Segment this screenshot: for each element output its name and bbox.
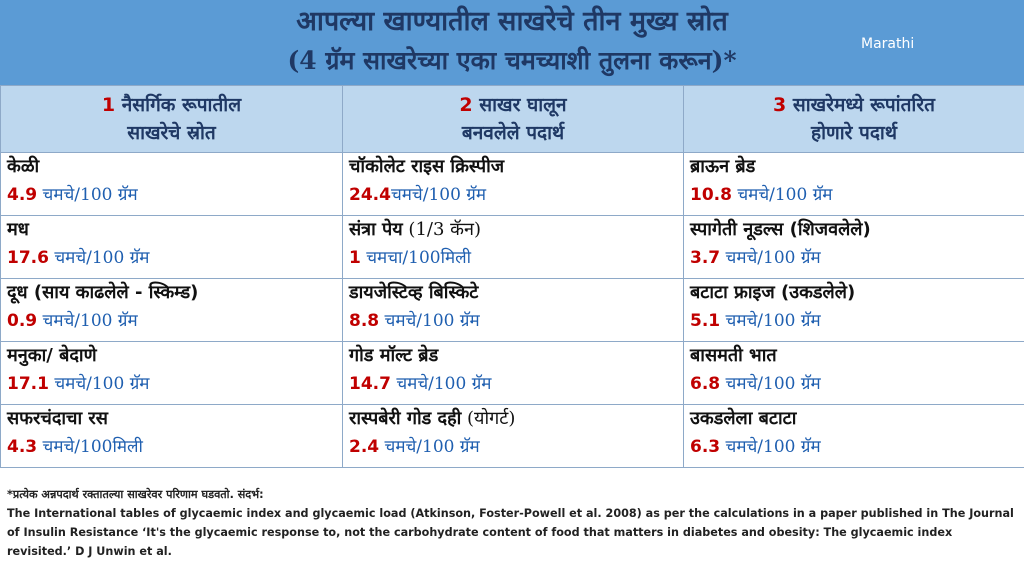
portion-unit: 100 ग्रॅम (422, 311, 480, 331)
sugar-amount (690, 244, 1018, 272)
food-note: (1/3 कॅन) (402, 219, 481, 240)
sugar-amount (7, 433, 336, 461)
food-name-text: ब्राऊन ब्रेड (690, 156, 756, 177)
sugar-amount (349, 433, 677, 461)
portion-unit: 100 ग्रॅम (91, 248, 150, 268)
food-cell (684, 405, 1024, 468)
portion-unit: 100 ग्रॅम (80, 185, 138, 205)
food-cell (343, 342, 684, 405)
sugar-amount (7, 181, 336, 209)
food-name (349, 279, 677, 307)
footnote-reference: The International tables of glycaemic index and glycaemic load (Atkinson, Foster-Powell et al. 2008) as per the calculations in a paper published in The Journal of Insulin Resistance ‘It's the glycaemic response to, not the carbohydrate content of food that matters in diabetes and obesity: The glycaemic index revisited.’ D J Unwin et al. (7, 507, 1014, 558)
column-title-line1: साखरेमध्ये रूपांतरित (792, 94, 935, 116)
food-name (7, 216, 336, 244)
food-name (690, 216, 1018, 244)
portion-unit: 100 ग्रॅम (763, 374, 821, 394)
teaspoon-value: 2.4 (349, 437, 380, 457)
food-name-text: मनुका/ बेदाणे (7, 345, 97, 366)
column-title-line2: साखरेचे स्रोत (127, 122, 216, 144)
food-cell (343, 405, 684, 468)
teaspoon-unit: चमचे/ (390, 374, 434, 394)
food-cell (343, 153, 684, 216)
sugar-amount (349, 244, 677, 272)
food-name-text: सफरचंदाचा रस (7, 408, 108, 429)
column-title-line2: होणारे पदार्थ (811, 122, 897, 144)
teaspoon-value: 5.1 (690, 311, 721, 331)
food-name-text: स्पागेती नूडल्स (शिजवलेले) (690, 219, 871, 240)
column-number: 3 (773, 94, 787, 116)
column-header (1, 86, 343, 153)
portion-unit: 100 ग्रॅम (91, 374, 150, 394)
food-name (7, 405, 336, 433)
teaspoon-unit: चमचे/ (720, 374, 764, 394)
sugar-amount (690, 370, 1018, 398)
portion-unit: 100 ग्रॅम (433, 374, 492, 394)
food-name-text: डायजेस्टिव्ह बिस्किटे (349, 282, 479, 303)
teaspoon-unit: चमचे/ (48, 248, 92, 268)
sugar-amount (7, 307, 336, 335)
column-number: 2 (459, 94, 473, 116)
table-row (1, 405, 1024, 468)
sugar-amount (349, 307, 677, 335)
food-cell (1, 153, 343, 216)
teaspoon-unit: चमचे/ (720, 437, 764, 457)
food-name (349, 342, 677, 370)
food-cell (684, 216, 1024, 279)
teaspoon-value: 4.9 (7, 185, 38, 205)
teaspoon-unit: चमचे/ (379, 437, 423, 457)
page-subtitle: (4 ग्रॅम साखरेच्या एका चमच्याशी तुलना करून)* (287, 46, 737, 75)
teaspoon-value: 24.4 (349, 185, 391, 205)
teaspoon-value: 3.7 (690, 248, 721, 268)
page-title: आपल्या खाण्यातील साखरेचे तीन मुख्य स्रोत (296, 6, 728, 37)
food-name (690, 342, 1018, 370)
table-row (1, 216, 1024, 279)
food-name (7, 342, 336, 370)
sugar-amount (349, 370, 677, 398)
teaspoon-value: 6.8 (690, 374, 721, 394)
footnote (7, 485, 1017, 561)
food-cell (1, 216, 343, 279)
food-name (7, 153, 336, 181)
teaspoon-value: 14.7 (349, 374, 391, 394)
food-cell (1, 342, 343, 405)
food-cell (343, 216, 684, 279)
table-row (1, 342, 1024, 405)
portion-unit: 100 ग्रॅम (428, 185, 487, 205)
food-name-text: उकडलेला बटाटा (690, 408, 797, 429)
food-name-text: मध (7, 219, 29, 240)
food-cell (684, 153, 1024, 216)
teaspoon-unit: चमचे/ (720, 248, 764, 268)
table-row (1, 279, 1024, 342)
column-number: 1 (101, 94, 116, 116)
food-cell (1, 405, 343, 468)
food-name (690, 153, 1018, 181)
sugar-amount (690, 307, 1018, 335)
sugar-amount (349, 181, 677, 209)
food-name-text: गोड मॉल्ट ब्रेड (349, 345, 439, 366)
portion-unit: 100 ग्रॅम (763, 311, 821, 331)
teaspoon-unit: चमचे/ (37, 311, 81, 331)
teaspoon-unit: चमचे/ (37, 437, 81, 457)
food-name (690, 405, 1018, 433)
sugar-amount (690, 433, 1018, 461)
food-cell (1, 279, 343, 342)
teaspoon-unit: चमचे/ (731, 185, 775, 205)
teaspoon-value: 10.8 (690, 185, 732, 205)
teaspoon-value: 1 (349, 248, 361, 268)
teaspoon-unit: चमचे/ (379, 311, 423, 331)
teaspoon-value: 17.1 (7, 374, 49, 394)
teaspoon-value: 4.3 (7, 437, 38, 457)
portion-unit: 100 ग्रॅम (763, 248, 821, 268)
food-name-text: बासमती भात (690, 345, 777, 366)
portion-unit: 100 ग्रॅम (422, 437, 480, 457)
food-name (349, 153, 677, 181)
teaspoon-unit: चमचा/ (360, 248, 409, 268)
portion-unit: 100मिली (80, 437, 143, 457)
portion-unit: 100 ग्रॅम (763, 437, 821, 457)
food-name-text: चॉकोलेट राइस क्रिस्पीज (349, 156, 505, 177)
food-note: (योगर्ट) (461, 408, 516, 429)
sugar-amount (7, 370, 336, 398)
sugar-amount (690, 181, 1018, 209)
table-row (1, 153, 1024, 216)
title-banner (0, 0, 1024, 85)
portion-unit: 100 ग्रॅम (80, 311, 138, 331)
food-name (690, 279, 1018, 307)
portion-unit: 100मिली (408, 248, 472, 268)
food-name-text: संत्रा पेय (349, 219, 403, 240)
teaspoon-unit: चमचे/ (720, 311, 764, 331)
column-title-line1: साखर घालून (479, 94, 567, 116)
teaspoon-value: 8.8 (349, 311, 380, 331)
food-name (349, 216, 677, 244)
food-name-text: दूध (साय काढलेले - स्किम्ड) (7, 282, 199, 303)
footnote-note: *प्रत्येक अन्नपदार्थ रक्तातल्या साखरेवर परिणाम घडवतो. संदर्भ: (7, 488, 264, 501)
teaspoon-unit: चमचे/ (37, 185, 81, 205)
teaspoon-value: 0.9 (7, 311, 38, 331)
food-cell (684, 279, 1024, 342)
language-label: Marathi (861, 36, 915, 52)
food-name-text: केळी (7, 156, 40, 177)
sugar-amount (7, 244, 336, 272)
table-header-row (1, 86, 1024, 153)
teaspoon-unit: चमचे/ (390, 185, 429, 205)
column-header (343, 86, 684, 153)
teaspoon-value: 17.6 (7, 248, 49, 268)
teaspoon-unit: चमचे/ (48, 374, 92, 394)
column-title-line2: बनवलेले पदार्थ (461, 122, 565, 144)
sugar-sources-table (0, 85, 1024, 468)
column-title-line1: नैसर्गिक रूपातील (121, 94, 242, 116)
food-cell (343, 279, 684, 342)
column-header (684, 86, 1024, 153)
teaspoon-value: 6.3 (690, 437, 721, 457)
portion-unit: 100 ग्रॅम (774, 185, 833, 205)
food-name-text: बटाटा फ्राइज (उकडलेले) (690, 282, 856, 303)
food-cell (684, 342, 1024, 405)
food-name (349, 405, 677, 433)
food-name (7, 279, 336, 307)
food-name-text: रास्पबेरी गोड दही (349, 408, 462, 429)
